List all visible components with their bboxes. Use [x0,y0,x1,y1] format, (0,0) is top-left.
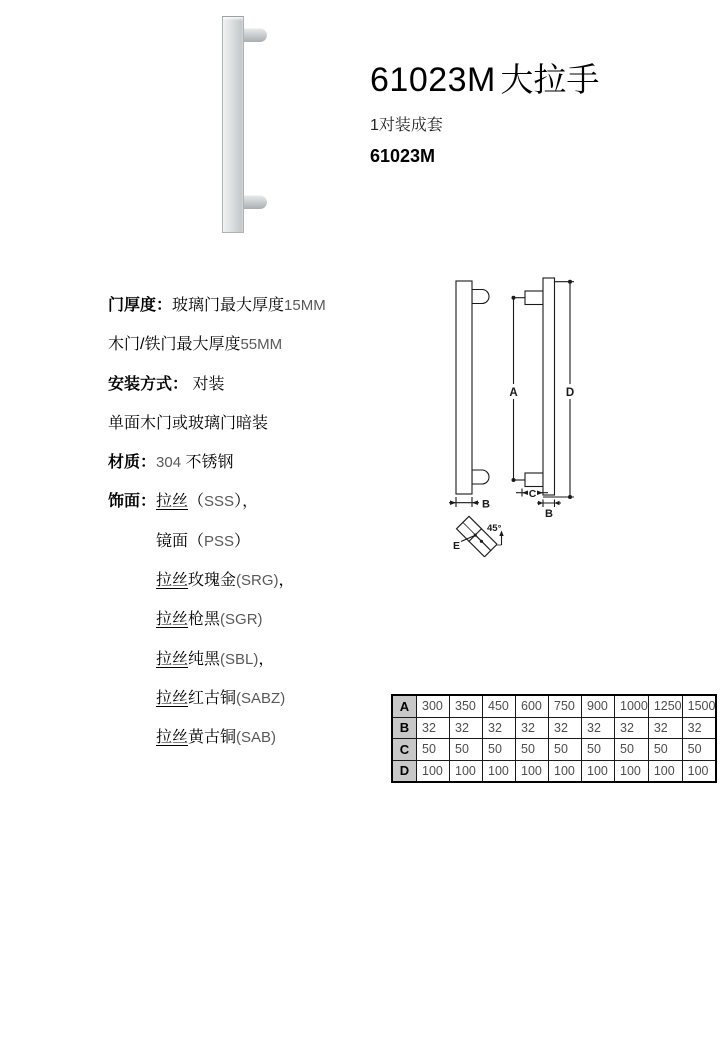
size-cell: 300 [417,695,450,717]
spec-line [108,522,388,561]
spec-text-segment: （ [188,493,205,511]
size-cell: 50 [549,739,582,761]
spec-text-segment: ） [234,532,251,550]
page-title [370,54,599,101]
size-cell: 450 [483,695,516,717]
size-cell: 50 [682,739,716,761]
spec-line [108,325,388,364]
spec-text-segment: 拉丝 [156,729,189,747]
technical-drawing [440,270,610,570]
size-cell: 32 [615,717,649,739]
size-cell: 50 [417,739,450,761]
spec-line [108,443,388,482]
spec-text-segment: 镜面（ [156,532,205,550]
spec-line [108,640,388,679]
drawing-angle-detail [453,516,504,557]
table-row [392,760,716,782]
size-cell: 750 [549,695,582,717]
size-cell: 1250 [648,695,682,717]
size-table [391,694,717,783]
size-cell: 50 [450,739,483,761]
spec-text-segment: 拉丝 [156,572,189,590]
drawing-right-handle [509,278,574,520]
spec-text-segment: (SABZ) [236,689,286,707]
spec-text-segment: 门厚度： [108,297,173,314]
size-cell: 50 [516,739,549,761]
spec-text-segment: (SAB) [236,729,277,747]
spec-text-segment: ， [278,572,295,590]
dim-label-b-left: B [482,498,490,511]
size-cell: 600 [516,695,549,717]
handle-top-post [241,28,267,42]
size-cell: 100 [582,760,615,782]
title-product-name: 大拉手 [500,63,600,99]
dim-label-c: C [528,487,537,500]
spec-text-segment: PSS [204,532,235,550]
dim-label-d: D [565,387,575,399]
spec-text-segment: 拉丝 [156,689,189,707]
spec-text-segment: 对装 [188,375,225,393]
handle-bottom-post [241,195,267,209]
size-cell: 900 [582,695,615,717]
subtitle: 1对装成套 [370,117,443,134]
spec-text-segment: 15MM [284,297,326,314]
dim-label-a: A [509,387,518,399]
spec-line [108,561,388,600]
dim-label-b-right: B [545,508,553,520]
spec-text-segment: (SGR) [220,611,263,629]
size-cell: 50 [582,739,615,761]
size-cell: 32 [483,717,516,739]
size-table-body [392,695,716,782]
spec-text-segment: SSS [204,493,235,511]
dim-label-e: E [453,540,461,552]
spec-line [108,286,388,325]
size-cell: 350 [450,695,483,717]
size-cell: 100 [549,760,582,782]
row-label: A [392,695,417,717]
size-cell: 32 [516,717,549,739]
spec-text-segment: 玫瑰金 [188,572,237,590]
size-cell: 32 [450,717,483,739]
size-cell: 50 [648,739,682,761]
product-photo [222,16,268,234]
dim-label-angle: 45° [487,523,502,534]
size-cell: 100 [682,760,716,782]
size-cell: 100 [648,760,682,782]
spec-text-segment: 玻璃门最大厚度 [172,297,285,314]
size-cell: 32 [549,717,582,739]
size-cell: 32 [682,717,716,739]
size-cell: 1500 [682,695,716,717]
row-label: D [392,760,417,782]
spec-text-segment: 材质： [108,454,157,472]
spec-text-segment: 黄古铜 [188,729,237,747]
table-row [392,695,716,717]
table-row [392,717,716,739]
title-model-number: 61023M [370,61,496,99]
spec-text-segment: 拉丝 [156,650,189,668]
size-cell: 50 [615,739,649,761]
spec-text-segment: ）， [234,493,259,511]
handle-bar [222,16,244,233]
spec-line [108,404,388,443]
spec-text-segment: 饰面： [108,493,157,511]
size-cell: 50 [483,739,516,761]
spec-text-segment: (SRG) [236,572,279,590]
size-cell: 100 [483,760,516,782]
spec-text-segment: 不锈钢 [181,454,234,472]
size-cell: 100 [417,760,450,782]
spec-text-segment: 拉丝 [156,611,189,629]
size-cell: 100 [615,760,649,782]
spec-text-segment: (SBL) [220,650,259,668]
spec-text-segment: 木门/铁门最大厚度 [108,336,241,354]
spec-text-segment: 单面木门或玻璃门暗装 [108,414,269,432]
spec-text-segment: 55MM [240,336,283,354]
spec-text-segment: 304 [156,454,182,472]
spec-text-segment: 安装方式： [108,375,189,393]
spec-line [108,365,388,404]
spec-line [108,482,388,521]
spec-text-segment: 纯黑 [188,650,221,668]
size-cell: 32 [582,717,615,739]
spec-line [108,600,388,639]
row-label: B [392,717,417,739]
size-cell: 1000 [615,695,649,717]
model-number: 61023M [370,146,436,166]
drawing-left-handle [449,281,490,511]
size-cell: 100 [516,760,549,782]
spec-text-segment: ， [258,650,275,668]
size-cell: 32 [417,717,450,739]
row-label: C [392,739,417,761]
spec-lines [108,286,388,758]
spec-text-segment: 枪黑 [188,611,221,629]
size-cell: 100 [450,760,483,782]
spec-line [108,679,388,718]
spec-line [108,718,388,757]
spec-text-segment: 拉丝 [156,493,189,511]
table-row [392,739,716,761]
spec-text-segment: 红古铜 [188,689,237,707]
size-cell: 32 [648,717,682,739]
